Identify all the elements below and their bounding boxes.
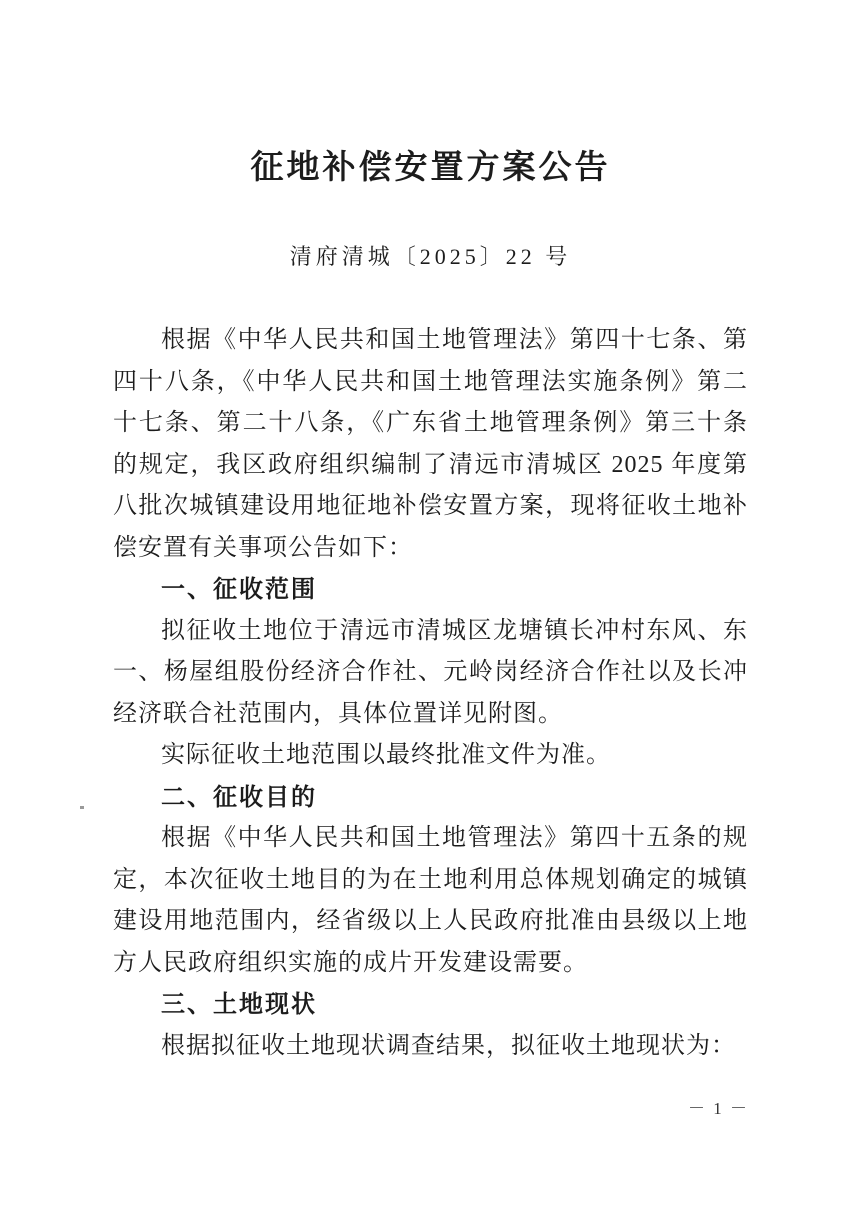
document-number: 清府清城〔2025〕22 号 [289, 244, 572, 269]
body-paragraph: 实际征收土地范围以最终批准文件为准。 [161, 742, 611, 768]
body-paragraph: 拟征收土地位于清远市清城区龙塘镇长冲村东风、东一、杨屋组股份经济合作社、元岭岗经济合作社以及长冲经济联合社范围内，具体位置详见附图。 [113, 617, 748, 727]
body-paragraph: 根据拟征收土地现状调查结果，拟征收土地现状为： [161, 1032, 736, 1059]
section-heading: 一、征收范围 [161, 576, 317, 603]
scan-artifact-dot [80, 806, 84, 809]
page-number: － 1 － [688, 1099, 749, 1118]
section-heading: 二、征收目的 [161, 783, 317, 811]
document-title: 征地补偿安置方案公告 [250, 150, 611, 186]
section-heading: 三、土地现状 [161, 991, 317, 1018]
body-paragraph: 根据《中华人民共和国土地管理法》第四十五条的规定，本次征收土地目的为在土地利用总体规划确定的城镇建设用地范围内，经省级以上人民政府批准由县级以上地方人民政府组织实施的成片开发建设需要。 [113, 825, 748, 976]
document-body [113, 320, 748, 1067]
body-paragraph: 根据《中华人民共和国土地管理法》第四十七条、第四十八条，《中华人民共和国土地管理法实施条例》第二十七条、第二十八条，《广东省土地管理条例》第三十条的规定，我区政府组织编制了清远市清城区 2025 年度第八批次城镇建设用地征地补偿安置方案，现将征收土地补偿安置有关事项公告如下： [113, 327, 748, 561]
